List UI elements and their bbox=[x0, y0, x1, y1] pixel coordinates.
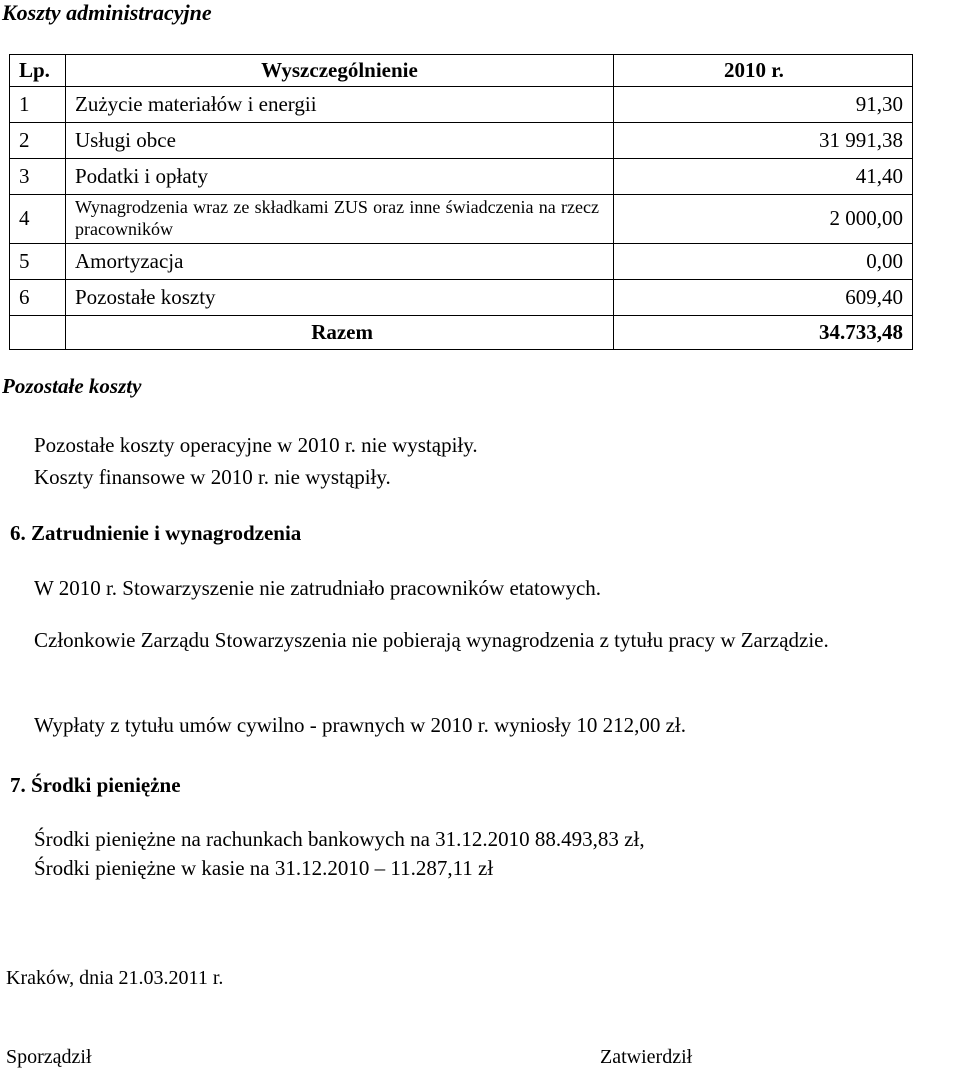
table-header-row bbox=[10, 55, 913, 87]
other-costs-line-1: Pozostałe koszty operacyjne w 2010 r. nie wystąpiły. bbox=[34, 433, 478, 457]
section-6-paragraph-3: Wypłaty z tytułu umów cywilno - prawnych w 2010 r. wyniosły 10 212,00 zł. bbox=[34, 713, 686, 737]
table-row bbox=[10, 123, 913, 159]
section-6-title: 6. Zatrudnienie i wynagrodzenia bbox=[10, 521, 302, 545]
section-6-paragraph-2: Członkowie Zarządu Stowarzyszenia nie pobierają wynagrodzenia z tytułu pracy w Zarządzie. bbox=[34, 628, 829, 652]
table-row bbox=[10, 195, 913, 244]
header-year: 2010 r. bbox=[614, 55, 913, 87]
header-lp: Lp. bbox=[10, 55, 66, 87]
table-row bbox=[10, 280, 913, 316]
total-value: 34.733,48 bbox=[614, 316, 913, 350]
table-row bbox=[10, 244, 913, 280]
table-row bbox=[10, 159, 913, 195]
row-value: 2 000,00 bbox=[614, 195, 913, 244]
row-value: 609,40 bbox=[614, 280, 913, 316]
row-description: Usługi obce bbox=[66, 123, 614, 159]
row-description: Pozostałe koszty bbox=[66, 280, 614, 316]
section-7-line-2: Środki pieniężne w kasie na 31.12.2010 – 11.287,11 zł bbox=[34, 856, 494, 880]
row-description: Amortyzacja bbox=[66, 244, 614, 280]
row-lp: 5 bbox=[10, 244, 66, 280]
approved-by-label: Zatwierdził bbox=[600, 1046, 693, 1068]
row-value: 41,40 bbox=[614, 159, 913, 195]
place-and-date: Kraków, dnia 21.03.2011 r. bbox=[6, 967, 224, 989]
section-7-line-1: Środki pieniężne na rachunkach bankowych na 31.12.2010 88.493,83 zł, bbox=[34, 827, 645, 851]
prepared-by-label: Sporządził bbox=[6, 1046, 92, 1068]
header-description: Wyszczególnienie bbox=[66, 55, 614, 87]
row-lp: 1 bbox=[10, 87, 66, 123]
heading-admin-costs: Koszty administracyjne bbox=[2, 0, 212, 25]
table-row bbox=[10, 87, 913, 123]
section-7-title: 7. Środki pieniężne bbox=[10, 773, 181, 797]
total-empty-cell bbox=[10, 316, 66, 350]
table-total-row bbox=[10, 316, 913, 350]
total-label: Razem bbox=[66, 316, 614, 350]
row-description: Wynagrodzenia wraz ze składkami ZUS oraz inne świadczenia na rzecz pracowników bbox=[66, 195, 614, 244]
heading-other-costs: Pozostałe koszty bbox=[2, 374, 142, 398]
other-costs-line-2: Koszty finansowe w 2010 r. nie wystąpiły. bbox=[34, 465, 391, 489]
costs-table bbox=[9, 54, 913, 350]
row-lp: 4 bbox=[10, 195, 66, 244]
row-lp: 6 bbox=[10, 280, 66, 316]
row-value: 91,30 bbox=[614, 87, 913, 123]
row-lp: 2 bbox=[10, 123, 66, 159]
row-description: Podatki i opłaty bbox=[66, 159, 614, 195]
row-description: Zużycie materiałów i energii bbox=[66, 87, 614, 123]
section-6-paragraph-1: W 2010 r. Stowarzyszenie nie zatrudniało pracowników etatowych. bbox=[34, 576, 602, 600]
row-value: 0,00 bbox=[614, 244, 913, 280]
row-value: 31 991,38 bbox=[614, 123, 913, 159]
row-lp: 3 bbox=[10, 159, 66, 195]
